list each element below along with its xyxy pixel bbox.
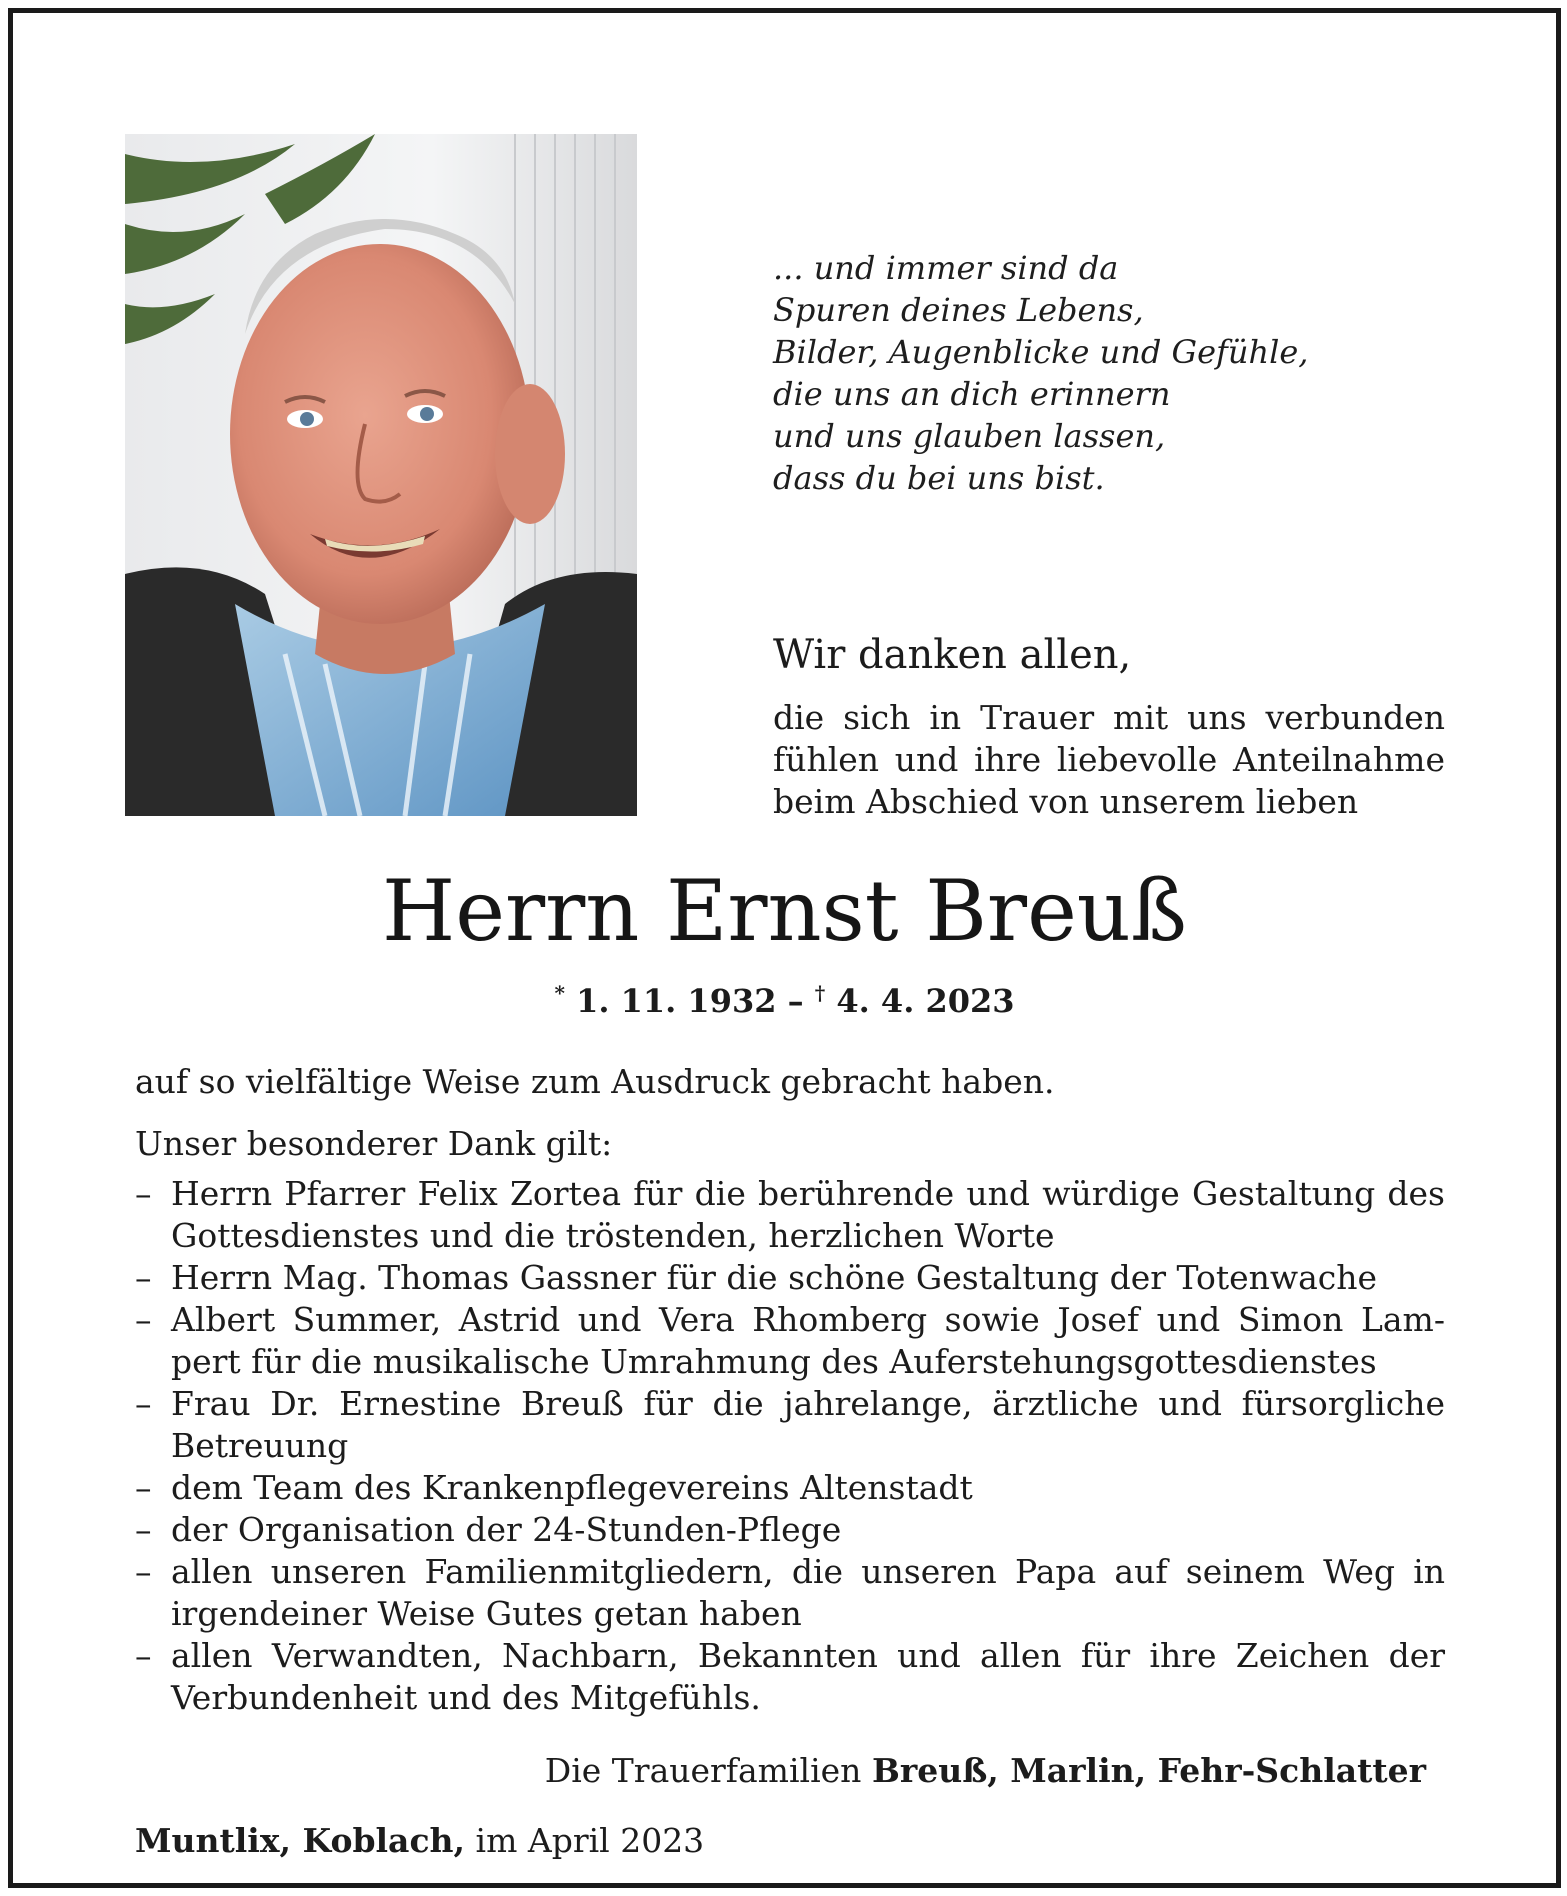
list-dash: –: [135, 1510, 152, 1549]
list-dash: –: [135, 1384, 152, 1423]
list-dash: –: [135, 1174, 152, 1213]
portrait-photo: [125, 134, 637, 816]
poem-line: die uns an dich erinnern: [773, 375, 1171, 413]
list-item: [135, 1509, 1445, 1551]
date: im April 2023: [475, 1821, 705, 1860]
list-item-line: der Organisation der 24-Stunden-Pflege: [171, 1510, 842, 1549]
list-item-line: allen Verwandten, Nachbarn, Bekannten und allen für ihre Zeichen der: [171, 1636, 1445, 1675]
list-item: [135, 1173, 1445, 1257]
list-item: [135, 1551, 1445, 1635]
signature-families: [545, 1751, 1426, 1790]
memorial-poem: [773, 247, 1308, 499]
special-thanks-list: [135, 1173, 1445, 1719]
expression-line: auf so vielfältige Weise zum Ausdruck gebracht haben.: [135, 1062, 1055, 1101]
thanks-line: fühlen und ihre liebevolle Anteilnahme: [773, 740, 1445, 779]
poem-line: ... und immer sind da: [773, 249, 1119, 287]
poem-line: und uns glauben lassen,: [773, 417, 1166, 455]
thanks-paragraph: [773, 697, 1445, 823]
list-dash: –: [135, 1636, 152, 1675]
birth-date: 1. 11. 1932: [576, 982, 777, 1020]
list-item-line: allen unseren Familienmitgliedern, die unseren Papa auf seinem Weg in: [171, 1552, 1445, 1591]
list-item-line: Herrn Pfarrer Felix Zortea für die berührende und würdige Gestaltung des: [171, 1174, 1445, 1213]
death-symbol: †: [814, 981, 826, 1005]
list-item: [135, 1635, 1445, 1719]
list-dash: –: [135, 1258, 152, 1297]
family-names: Breuß, Marlin, Fehr-Schlatter: [871, 1751, 1426, 1790]
birth-symbol: *: [554, 981, 565, 1005]
places: Muntlix, Koblach,: [135, 1821, 466, 1860]
list-item-line: Herrn Mag. Thomas Gassner für die schöne Gestaltung der Totenwache: [171, 1258, 1378, 1297]
list-item: [135, 1467, 1445, 1509]
life-dates: [13, 981, 1556, 1020]
thanks-heading: Wir danken allen,: [773, 632, 1132, 678]
date-separator: –: [787, 982, 804, 1020]
list-item-line: dem Team des Krankenpflegevereins Altenstadt: [171, 1468, 973, 1507]
thanks-line: beim Abschied von unserem lieben: [773, 782, 1359, 821]
list-item-line: Frau Dr. Ernestine Breuß für die jahrelange, ärztliche und fürsorgliche: [171, 1384, 1445, 1423]
portrait-illustration: [125, 134, 637, 816]
list-item-line: irgendeiner Weise Gutes getan haben: [171, 1594, 802, 1633]
list-item: [135, 1257, 1445, 1299]
list-item-line: Betreuung: [171, 1426, 349, 1465]
list-item-line: Gottesdienstes und die tröstenden, herzlichen Worte: [171, 1216, 1055, 1255]
list-item-line: Verbundenheit und des Mitgefühls.: [171, 1678, 761, 1717]
death-date: 4. 4. 2023: [836, 982, 1015, 1020]
list-item-line: pert für die musikalische Umrahmung des Auferstehungsgottesdienstes: [171, 1342, 1377, 1381]
thanks-line: die sich in Trauer mit uns verbunden: [773, 698, 1445, 737]
list-item-line: Albert Summer, Astrid und Vera Rhomberg sowie Josef und Simon Lam-: [171, 1300, 1445, 1339]
list-item: [135, 1383, 1445, 1467]
list-item: [135, 1299, 1445, 1383]
poem-line: dass du bei uns bist.: [773, 459, 1105, 497]
deceased-name: Herrn Ernst Breuß: [381, 862, 1187, 960]
list-dash: –: [135, 1552, 152, 1591]
place-and-date: [135, 1821, 704, 1860]
list-dash: –: [135, 1468, 152, 1507]
poem-line: Bilder, Augenblicke und Gefühle,: [773, 333, 1309, 371]
obituary-frame: [8, 8, 1561, 1888]
signature-prefix: Die Trauerfamilien: [544, 1751, 862, 1790]
poem-line: Spuren deines Lebens,: [773, 291, 1144, 329]
special-thanks-intro: Unser besonderer Dank gilt:: [135, 1124, 613, 1163]
list-dash: –: [135, 1300, 152, 1339]
